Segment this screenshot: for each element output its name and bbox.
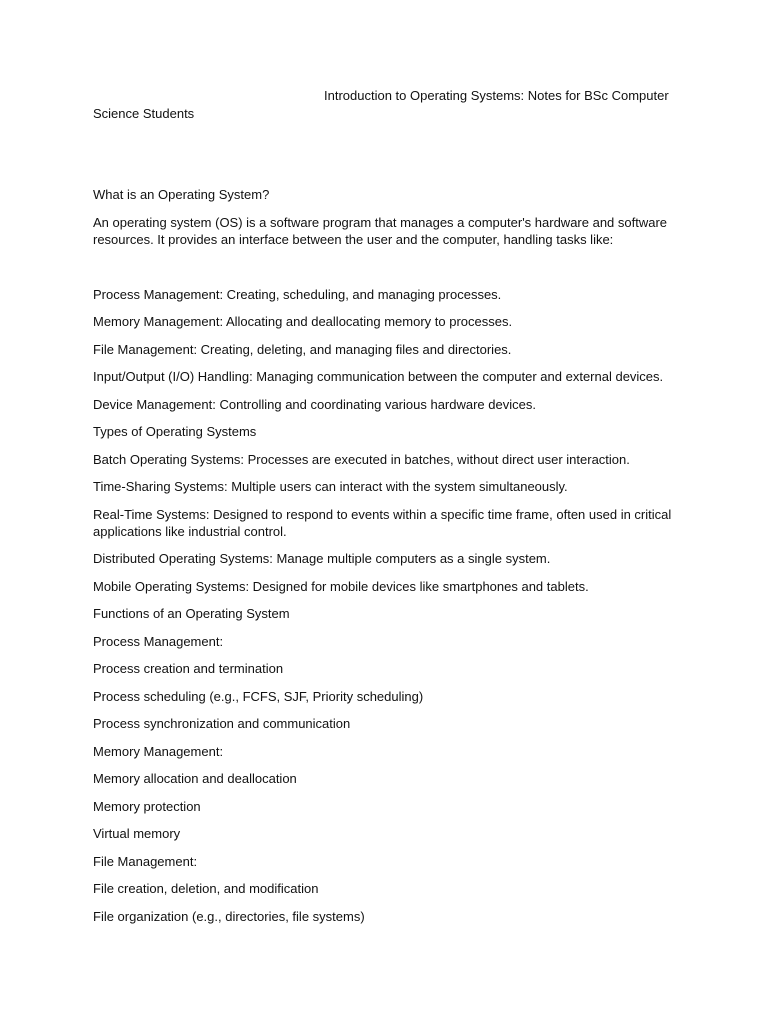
subheading-file-management: File Management: [93, 853, 198, 869]
document-title-line-2: Science Students [93, 106, 195, 121]
list-item: Input/Output (I/O) Handling: Managing communication between the computer and external devices. [93, 369, 664, 384]
list-item: Virtual memory [93, 826, 181, 841]
list-item: Process Management: Creating, scheduling, and managing processes. [93, 286, 502, 302]
list-item: Time-Sharing Systems: Multiple users can interact with the system simultaneously. [93, 479, 568, 494]
list-item: Process synchronization and communication [93, 716, 351, 731]
subheading-process-management: Process Management: [93, 633, 224, 649]
list-item: Device Management: Controlling and coordinating various hardware devices. [93, 396, 536, 412]
list-item: Memory allocation and deallocation [93, 771, 297, 786]
document-body [93, 186, 683, 935]
heading-types-of-os: Types of Operating Systems [93, 424, 257, 439]
intro-paragraph: An operating system (OS) is a software program that manages a computer's hardware and software resources. It provides an interface between the user and the computer, handling tasks like: [93, 214, 668, 247]
list-item: Real-Time Systems: Designed to respond to events within a specific time frame, often used in critical applications like industrial control. [93, 506, 672, 539]
list-item: Distributed Operating Systems: Manage multiple computers as a single system. [93, 551, 551, 566]
list-item: Process scheduling (e.g., FCFS, SJF, Priority scheduling) [93, 688, 424, 704]
list-item: Memory protection [93, 798, 201, 814]
subheading-memory-management: Memory Management: [93, 743, 224, 759]
list-item: File organization (e.g., directories, file systems) [93, 908, 365, 924]
list-item: Memory Management: Allocating and deallocating memory to processes. [93, 314, 513, 329]
list-item: Mobile Operating Systems: Designed for mobile devices like smartphones and tablets. [93, 578, 589, 594]
list-item: File Management: Creating, deleting, and managing files and directories. [93, 341, 512, 357]
document-title-line-1: Introduction to Operating Systems: Notes for BSc Computer [324, 88, 669, 103]
heading-what-is-os: What is an Operating System? [93, 187, 270, 202]
list-item: Batch Operating Systems: Processes are executed in batches, without direct user interaction. [93, 451, 630, 467]
list-item: Process creation and termination [93, 661, 284, 676]
list-item: File creation, deletion, and modification [93, 881, 319, 896]
heading-functions-of-os: Functions of an Operating System [93, 606, 290, 621]
